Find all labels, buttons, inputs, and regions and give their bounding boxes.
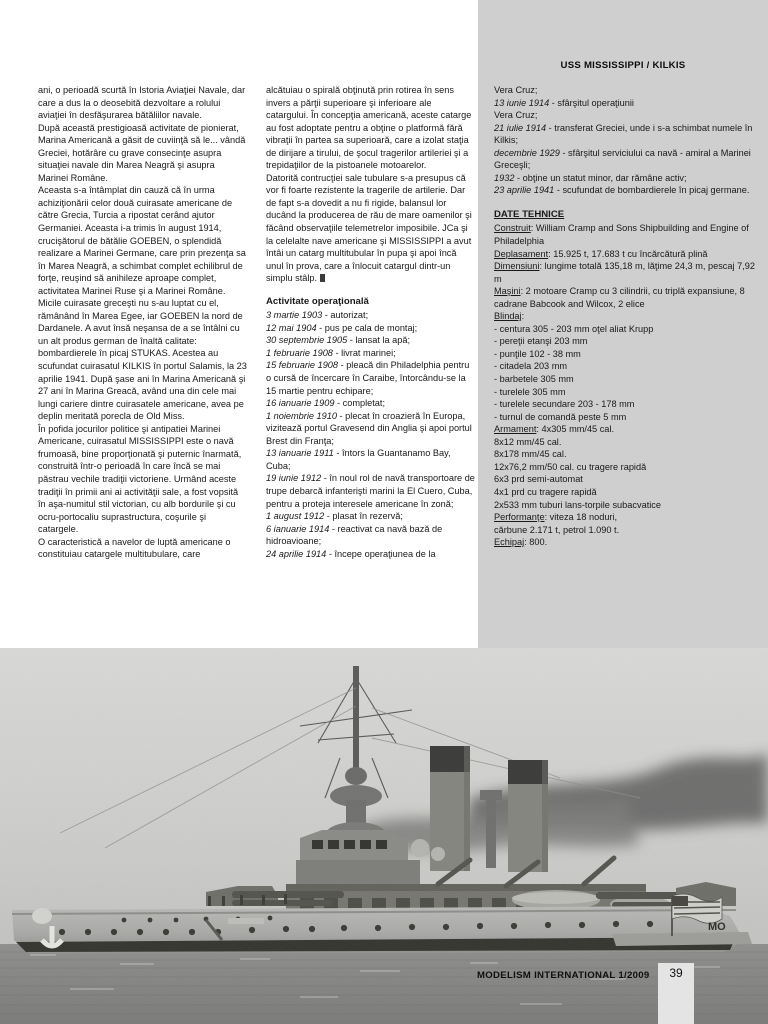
armament-first-value: : 4x305 mm/45 cal. [536, 424, 615, 435]
text-column-2 [266, 84, 475, 560]
tech-spec-value: : 15.925 t, 17.683 t cu încărcătură plină [548, 248, 708, 259]
timeline-text: - lansat la apă; [347, 335, 411, 346]
crew-value: : 800. [524, 537, 548, 548]
crew-row [494, 536, 756, 549]
body-paragraph: În pofida jocurilor politice şi antipatiei Marinei Americane, cuirasatul MISSISSIPPI este o navă frumoasă, bine proporţionată şi puternic înarmată, construită într-o perioadă în care încă se mai păstrau vechile tradiţii victoriene. Urmând aceste tradiţii în primii ani ai activităţii sale, a fost vopsită în aşa-numitul stil victorian, cu alb bordurile şi cu ocru-portocaliu suprastructura, coşurile şi catargele. [38, 423, 242, 535]
timeline-text: - plasat în rezervă; [324, 511, 403, 522]
timeline-date: 1 februarie 1908 [266, 347, 333, 358]
armament-label: Armament [494, 424, 537, 435]
timeline-text: Vera Cruz; [494, 110, 538, 121]
timeline-entry [266, 322, 475, 335]
tech-spec-row [494, 248, 756, 261]
text-column-1 [38, 84, 247, 561]
armament-item: 4x1 prd cu tragere rapidă [494, 486, 597, 497]
timeline-date: 15 februarie 1908 [266, 360, 339, 371]
tech-spec-label: Blindaj [494, 311, 522, 322]
tech-spec-label: Dimensiuni [494, 261, 540, 272]
timeline-date: 19 iunie 1912 [266, 473, 322, 484]
battleship-photo [0, 648, 768, 1024]
armor-item: - punţile 102 - 38 mm [494, 348, 581, 359]
armor-item: - citadela 203 mm [494, 361, 568, 372]
timeline-date: 21 iulie 1914 [494, 122, 547, 133]
armor-item: - pereţii etanşi 203 mm [494, 336, 588, 347]
footer-credit: MODELISM INTERNATIONAL 1/2009 [477, 970, 650, 981]
timeline-entry [494, 109, 756, 122]
performance-row-2: cărbune 2.171 t, petrol 1.090 t. [494, 524, 620, 535]
armor-item: - turelele secundare 203 - 178 mm [494, 399, 635, 410]
timeline-entry [266, 510, 475, 523]
panel-title: USS MISSISSIPPI / KILKIS [560, 60, 686, 71]
armor-item: - centura 305 - 203 mm oţel aliat Krupp [494, 323, 654, 334]
timeline-text: - pleacă din Philadelphia pentru o cursă de încercare în Caraibe, întorcându-se la 15 martie pentru echipare; [266, 360, 470, 396]
timeline-entry [494, 122, 756, 147]
tech-spec-label: Deplasament [494, 248, 549, 259]
timeline-entry [266, 548, 475, 561]
body-paragraph: ani, o perioadă scurtă în Istoria Aviaţiei Navale, dar care a dus la o deosebită dezvoltare a rolului aviaţiei în desfăşurarea bătăliilor navale. [38, 85, 246, 121]
timeline-text: - reactivat ca navă bază de hidroavioane; [266, 523, 443, 547]
timeline-date: 1 august 1912 [266, 511, 325, 522]
armament-item: 12x76,2 mm/50 cal. cu tragere rapidă [494, 461, 647, 472]
timeline-text: - livrat marinei; [332, 347, 396, 358]
end-of-article-mark [320, 274, 325, 282]
timeline-text: - pus pe cala de montaj; [316, 322, 418, 333]
timeline-date: 24 aprilie 1914 [266, 548, 327, 559]
tech-spec-row [494, 285, 756, 310]
body-paragraph: Micile cuirasate greceşti nu s-au luptat cu el, rămânând în Marea Egee, iar GOEBEN la nord de Dardanele. A avut însă neşansa de a se întâlni cu un alt produs german de înaltă calitate: bombardierele în picaj STUKAS. Acestea au scufundat cuirasatul KILKIS în portul Salamis, la 23 aprilie 1941. După şase ani în Marina Americană şi 27 ani în Marina Greacă, având una din cele mai lungi cariere dintre cuirasatele americane, avea pe deplin meritată porecla de Old Miss. [38, 298, 247, 422]
body-paragraph: Aceasta s-a întâmplat din cauză că în urma achiziţionării celor două cuirasate americane de către Grecia, Turcia a ripostat cerând ajutor Germaniei. Aceasta i-a trimis în august 1914, crucişătorul de bătălie GOEBEN, o splendidă realizare a Marinei Germane, care prin prezenţa sa în Marea Neagră, a schimbat complet echilibrul de forţe, reuşind să anihileze aproape complet, activitatea Marinei Ruse şi a Marinei Române. [38, 185, 246, 296]
timeline-entry [266, 347, 475, 360]
armament-item: 6x3 prd semi-automat [494, 474, 583, 485]
armor-item: - turnul de comandă peste 5 mm [494, 411, 627, 422]
tech-spec-row [494, 260, 756, 285]
timeline-date: decembrie 1929 [494, 147, 560, 158]
timeline-text: - sfârşitul operaţiunii [549, 97, 634, 108]
tech-spec-label: Construit [494, 223, 531, 234]
timeline-date: 23 aprilie 1941 [494, 185, 555, 196]
timeline-entry [266, 397, 475, 410]
tech-spec-row [494, 310, 756, 323]
timeline-entry [494, 84, 756, 97]
timeline-entry [494, 147, 756, 172]
tech-spec-row [494, 222, 756, 247]
body-paragraph: După această prestigioasă activitate de pionierat, Marina Americană a găsit de cuviinţă să le... vândă Greciei, hotărâre cu grave consecinţe asupra situaţiei navale din Marea Neagră şi asupra Marinei Române. [38, 122, 246, 183]
timeline-entry [494, 184, 756, 197]
timeline-entry [494, 172, 756, 185]
timeline-entry [266, 447, 475, 472]
text-column-3 [494, 84, 756, 549]
timeline-date: 1 noiembrie 1910 [266, 410, 337, 421]
body-paragraph: alcătuiau o spirală obţinută prin rotirea în sens invers a părţii superioare şi inferioare ale catargului. În concepţia americană, aceste catarge au fost adoptate pentru a obţine o platformă fără vibraţii în partea sa superioară, care a izolat staţia de dirijare a tirului, de şocul tragerilor artileriei şi a trepidaţiilor de la pistoanele motoarelor. [266, 85, 472, 171]
timeline-text: - scufundat de bombardierele în picaj germane. [554, 185, 750, 196]
timeline-date: 30 septembrie 1905 [266, 335, 348, 346]
tech-spec-value: : lungime totală 135,18 m, lăţime 24,3 m, pescaj 7,92 m [494, 261, 755, 284]
performance-value: : viteza 18 noduri, [544, 512, 618, 523]
crew-label: Echipaj [494, 537, 525, 548]
tech-spec-value: : 2 motoare Cramp cu 3 cilindrii, cu triplă expansiune, 8 cadrane Babcook and Wilcox, 2 elice [494, 286, 745, 309]
body-paragraph: Datorită contrucţiei sale tubulare s-a presupus că vor fi foarte rezistente la tragerile de artilerie. Dar de fapt s-a dovedit a nu fi rigide, balansul lor ducând la producerea de rău de mare oamenilor şi făcând observaţiile telemetrelor imposibile. JCa şi la celelalte nave americane şi MISSISSIPPI a avut întâi un catarg multitubular în pupa şi apoi încă unul în prova, care a înlocuit catargul dintr-un simplu stâlp. [266, 172, 472, 284]
armament-item: 8x178 mm/45 cal. [494, 449, 567, 460]
tech-spec-label: Maşini [494, 286, 521, 297]
timeline-text: - începe operaţiunea de la [326, 548, 436, 559]
page-number: 39 [669, 966, 683, 980]
tech-spec-value: : William Cramp and Sons Shipbuilding and Engine of Philadelphia [494, 223, 749, 247]
timeline-entry [266, 410, 475, 448]
tech-spec-value: : [521, 311, 525, 322]
timeline-text: - sfârşitul serviciului ca navă - amiral a Marinei Greceşli; [494, 147, 751, 171]
armament-item: 8x12 mm/45 cal. [494, 436, 562, 447]
timeline-text: - obţine un statut minor, dar rămâne activ; [514, 172, 687, 183]
timeline-date: 1932 [494, 172, 515, 183]
section-heading-technical-data: DATE TEHNICE [494, 208, 565, 220]
timeline-text: - plecat în croazieră în Europa, vizitează portul Gravesend din Anglia şi apoi portul Brest din Franţa; [266, 410, 472, 446]
timeline-date: 12 mai 1904 [266, 322, 317, 333]
timeline-date: 13 ianuarie 1911 [266, 448, 334, 459]
timeline-date: 3 martie 1903 [266, 310, 323, 321]
timeline-entry [266, 309, 475, 322]
timeline-text: - completat; [334, 398, 386, 409]
timeline-entry [266, 472, 475, 510]
timeline-text: - autorizat; [322, 310, 369, 321]
timeline-text: - în noul rol de navă transportoare de trupe debarcă infanterişti marini la El Cuero, Cuba, pentru a proteja interesele americane în zonă; [266, 473, 475, 509]
armament-item: 2x533 mm tuburi lans-torpile subacvatice [494, 499, 661, 510]
timeline-text: - transferat Greciei, unde i s-a schimbat numele în Kilkis; [494, 122, 753, 146]
timeline-entry [266, 523, 475, 548]
timeline-text: - întors la Guantanamo Bay, Cuba; [266, 448, 451, 471]
timeline-entry [266, 334, 475, 347]
armor-item: - turelele 305 mm [494, 386, 566, 397]
section-heading-activity: Activitate operaţională [266, 295, 369, 307]
timeline-text: Vera Cruz; [494, 85, 538, 95]
timeline-date: 16 ianuarie 1909 [266, 398, 335, 409]
performance-label: Performanţe [494, 512, 545, 523]
performance-row [494, 511, 756, 524]
timeline-date: 6 ianuarie 1914 [266, 523, 330, 534]
armor-item: - barbetele 305 mm [494, 374, 574, 385]
timeline-entry [266, 359, 475, 397]
timeline-date: 13 iunie 1914 [494, 97, 550, 108]
timeline-entry [494, 97, 756, 110]
body-paragraph: O caracteristică a navelor de luptă americane o constituiau catargele multitubulare, care [38, 536, 231, 560]
armament-row [494, 423, 756, 436]
